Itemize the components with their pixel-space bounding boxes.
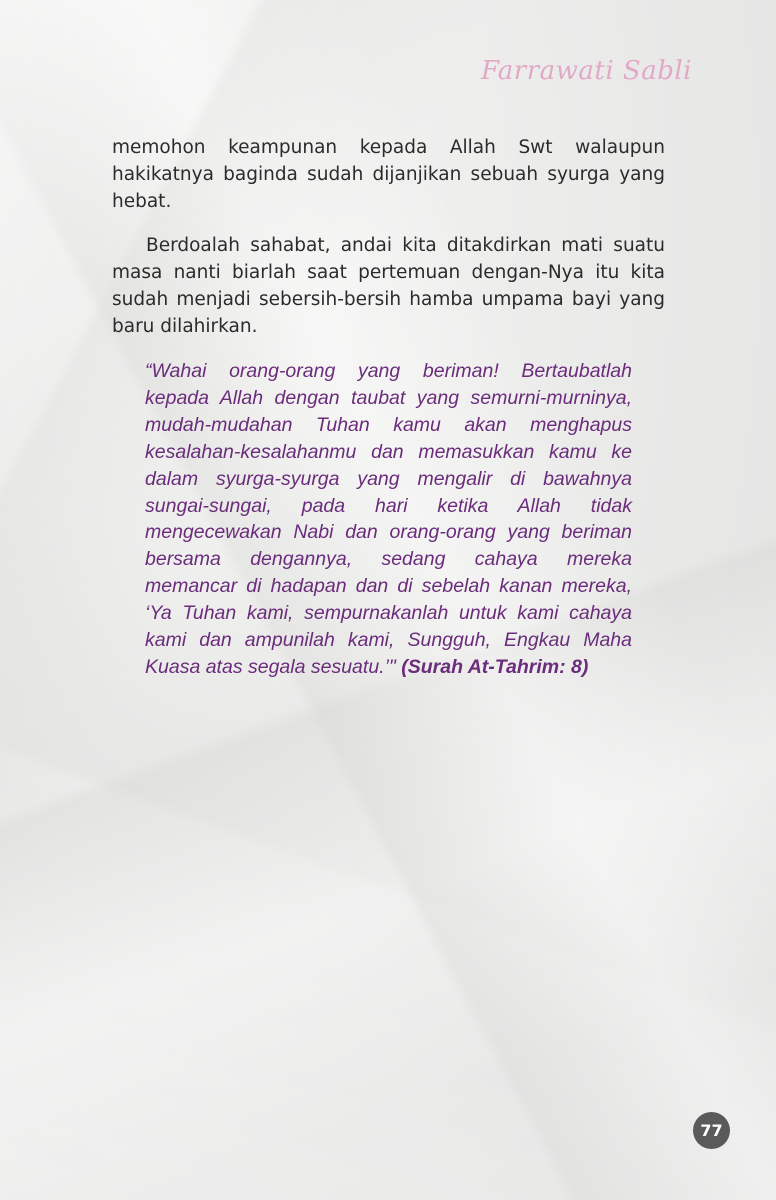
body-paragraph-2: Berdoalah sahabat, andai kita ditakdirkan mati suatu masa nanti biarlah saat pertemuan dengan-Nya itu kita sudah menjadi sebersih-bersih hamba umpama bayi yang baru dilahirkan. (112, 235, 665, 337)
quote-text: “Wahai orang-orang yang beriman! Bertaubatlah kepada Allah dengan taubat yang semurni-murninya, mudah-mudahan Tuhan kamu akan menghapus kesalahan-kesalahanmu dan memasukkan kamu ke dalam syurga-syurga yang mengalir di bawahnya sungai-sungai, pada hari ketika Allah tidak mengecewakan Nabi dan orang-orang yang beriman bersama dengannya, sedang cahaya mereka memancar di hadapan dan di sebelah kanan mereka, ‘Ya Tuhan kami, sempurnakanlah untuk kami cahaya kami dan ampunilah kami, Sungguh, Engkau Maha Kuasa atas segala sesuatu.’" (145, 360, 632, 678)
page-number-badge: 77 (693, 1112, 730, 1149)
running-head-author: Farrawati Sabli (480, 56, 692, 86)
body-paragraph-1: memohon keampunan kepada Allah Swt walaupun hakikatnya baginda sudah dijanjikan sebuah syurga yang hebat. (112, 137, 665, 212)
quote-source: (Surah At-Tahrim: 8) (401, 655, 589, 678)
quran-quote (145, 358, 632, 681)
